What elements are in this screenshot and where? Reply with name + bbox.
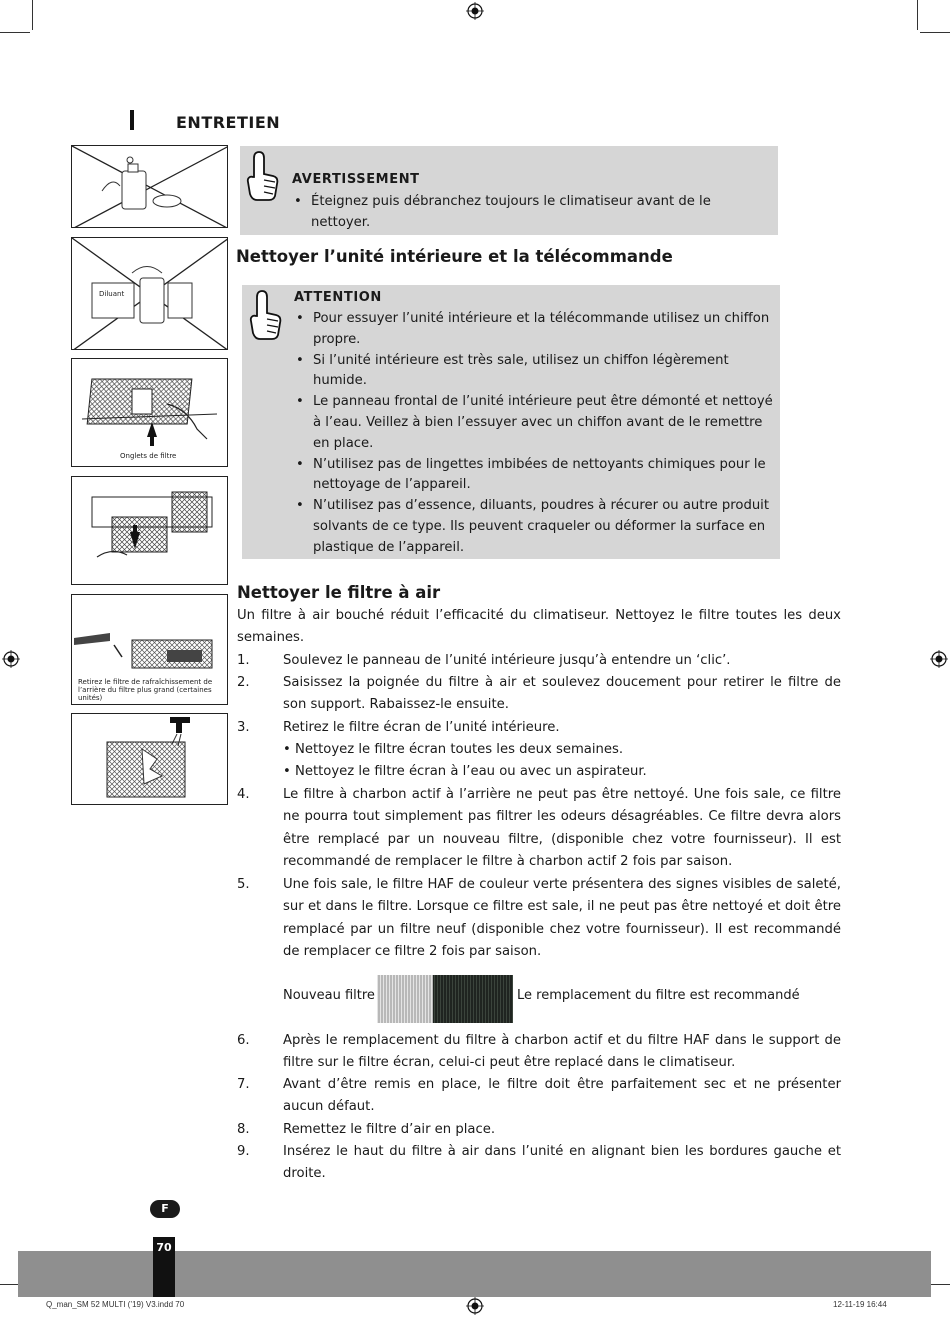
language-badge: F bbox=[150, 1200, 180, 1218]
slug-filename: Q_man_SM 52 MULTI (’19) V3.indd 70 bbox=[46, 1300, 185, 1309]
slug-timestamp: 12-11-19 16:44 bbox=[833, 1300, 887, 1309]
page-number: 70 bbox=[153, 1237, 175, 1297]
step-text: Remettez le filtre d’air en place. bbox=[283, 1122, 496, 1137]
step-number: 8. bbox=[237, 1122, 250, 1137]
step-text: Soulevez le panneau de l’unité intérieure jusqu’à entendre un ‘clic’. bbox=[283, 653, 731, 668]
step-number: 5. bbox=[237, 877, 250, 892]
attention-title: ATTENTION bbox=[294, 290, 382, 305]
warning-title: AVERTISSEMENT bbox=[292, 172, 420, 187]
warning-item: • Éteignez puis débranchez toujours le climatiseur avant de le nettoyer. bbox=[292, 192, 772, 234]
illustration-label-refresh-filter: Retirez le filtre de rafraîchissement de l’arrière du filtre plus grand (certaines unités) bbox=[78, 678, 213, 702]
step-item bbox=[237, 874, 841, 964]
step-item bbox=[237, 650, 841, 672]
step-number: 9. bbox=[237, 1144, 250, 1159]
illustration-no-solvent bbox=[71, 237, 228, 350]
clean-unit-heading: Nettoyer l’unité intérieure et la télécommande bbox=[236, 247, 673, 266]
step-text: Le filtre à charbon actif à l’arrière ne peut pas être nettoyé. Une fois sale, ce filtre ne pourra tout simplement pas filtrer les odeurs désagréables. Ce filtre devra alors être remplacé par un nouveau filtre, (disponible chez votre fournisseur). Il est recommandé de remplacer le filtre à charbon actif 2 fois par saison. bbox=[283, 787, 841, 870]
step-item bbox=[237, 1141, 841, 1186]
crop-mark bbox=[917, 0, 918, 30]
illustration-label-filter-tabs: Onglets de filtre bbox=[120, 452, 177, 460]
step-number: 2. bbox=[237, 675, 250, 690]
step-number: 3. bbox=[237, 720, 250, 735]
attention-item: • Pour essuyer l’unité intérieure et la télécommande utilisez un chiffon propre. bbox=[294, 309, 774, 351]
illustration-filter-tabs bbox=[71, 358, 228, 467]
illustration-remove-filter bbox=[71, 476, 228, 585]
step-item bbox=[237, 672, 841, 717]
filter-comparison-image bbox=[377, 975, 513, 1023]
warning-list bbox=[292, 192, 772, 234]
step3-bullet: • Nettoyez le filtre écran à l’eau ou avec un aspirateur. bbox=[283, 764, 647, 779]
attention-list bbox=[294, 309, 774, 559]
step3-bullet: • Nettoyez le filtre écran toutes les deux semaines. bbox=[283, 742, 624, 757]
step-item bbox=[237, 1030, 841, 1075]
step-text: Une fois sale, le filtre HAF de couleur verte présentera des signes visibles de saleté, sur et dans le filtre. Lorsque ce filtre est sale, il ne peut pas être nettoyé et doit être remplacé par un filtre neuf (disponible chez votre fournisseur). Il est recommandé de remplacer ce filtre 2 fois par saison. bbox=[283, 877, 841, 960]
step-number: 1. bbox=[237, 653, 250, 668]
crop-mark bbox=[920, 32, 950, 33]
step-item bbox=[237, 784, 841, 874]
registration-mark-icon bbox=[930, 650, 948, 668]
illustration-wash-filter bbox=[71, 713, 228, 805]
attention-item: • Si l’unité intérieure est très sale, utilisez un chiffon légèrement humide. bbox=[294, 351, 774, 393]
step-text: Avant d’être remis en place, le filtre doit être parfaitement sec et ne présenter aucun défaut. bbox=[283, 1077, 841, 1115]
step-text: Insérez le haut du filtre à air dans l’unité en alignant bien les bordures gauche et droite. bbox=[283, 1144, 841, 1182]
section-title: ENTRETIEN bbox=[176, 113, 281, 132]
pointing-hand-icon bbox=[248, 289, 284, 341]
attention-item: • N’utilisez pas d’essence, diluants, poudres à récurer ou autre produit solvants de ce type. Ils peuvent craqueler ou déformer la surface en plastique de l’appareil. bbox=[294, 496, 774, 558]
pointing-hand-icon bbox=[245, 150, 281, 202]
section-marker bbox=[130, 110, 134, 130]
step-text: Saisissez la poignée du filtre à air et soulevez doucement pour retirer le filtre de son support. Rabaissez-le ensuite. bbox=[283, 675, 841, 713]
illustration-label-diluant: Diluant bbox=[99, 290, 125, 298]
step-item bbox=[237, 1074, 841, 1119]
warning-callout bbox=[240, 146, 778, 235]
step-item bbox=[237, 717, 841, 739]
step-text: Retirez le filtre écran de l’unité intérieure. bbox=[283, 720, 560, 735]
illustration-no-chemicals bbox=[71, 145, 228, 228]
step-text: Après le remplacement du filtre à charbon actif et du filtre HAF dans le support de filtre sur le filtre écran, celui-ci peut être replacé dans le climatiseur. bbox=[283, 1033, 841, 1071]
filter-replace-label: Le remplacement du filtre est recommandé bbox=[517, 988, 800, 1003]
step-item bbox=[237, 1119, 841, 1141]
attention-item: • N’utilisez pas de lingettes imbibées de nettoyants chimiques pour le nettoyage de l’appareil. bbox=[294, 455, 774, 497]
crop-mark bbox=[0, 32, 30, 33]
registration-mark-icon bbox=[466, 2, 484, 20]
illustration-refresh-filter bbox=[71, 594, 228, 705]
step-number: 7. bbox=[237, 1077, 250, 1092]
step-number: 6. bbox=[237, 1033, 250, 1048]
attention-callout bbox=[242, 285, 780, 559]
filter-new-label: Nouveau filtre bbox=[283, 988, 375, 1003]
clean-filter-intro: Un filtre à air bouché réduit l’efficacité du climatiseur. Nettoyez le filtre toutes les deux semaines. bbox=[237, 608, 841, 646]
clean-filter-heading: Nettoyer le filtre à air bbox=[237, 583, 441, 602]
registration-mark-icon bbox=[466, 1297, 484, 1315]
crop-mark bbox=[32, 0, 33, 30]
attention-item: • Le panneau frontal de l’unité intérieure peut être démonté et nettoyé à l’eau. Veillez à bien l’essuyer avec un chiffon avant de le remettre en place. bbox=[294, 392, 774, 454]
step-number: 4. bbox=[237, 787, 250, 802]
registration-mark-icon bbox=[2, 650, 20, 668]
